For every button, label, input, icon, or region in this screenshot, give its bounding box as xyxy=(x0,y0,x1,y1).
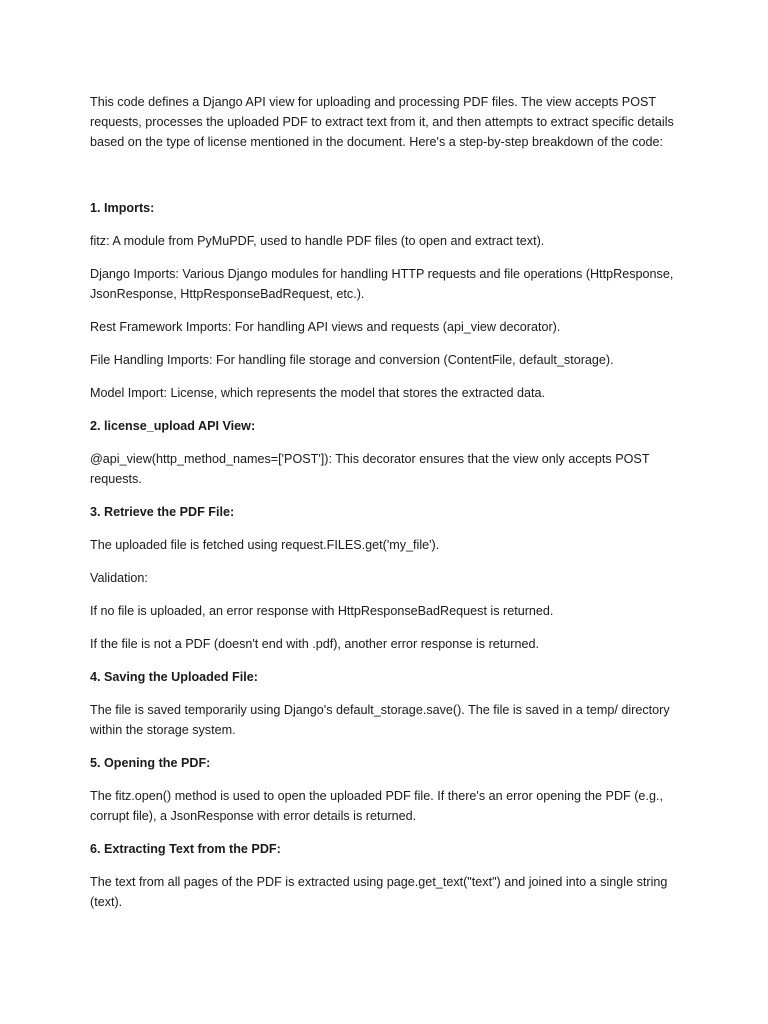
paragraph: If the file is not a PDF (doesn't end with .pdf), another error response is returned. xyxy=(90,637,540,651)
document-body xyxy=(90,92,682,925)
paragraph: @api_view(http_method_names=['POST']): This decorator ensures that the view only accepts POST requests. xyxy=(90,452,650,486)
paragraph: The file is saved temporarily using Django's default_storage.save(). The file is saved in a temp/ directory within the storage system. xyxy=(90,703,670,737)
section-heading-saving-file: 4. Saving the Uploaded File: xyxy=(90,670,258,684)
section-heading-opening-pdf: 5. Opening the PDF: xyxy=(90,756,211,770)
section-heading-imports: 1. Imports: xyxy=(90,201,155,215)
section-heading-api-view: 2. license_upload API View: xyxy=(90,419,256,433)
section-heading-retrieve-pdf: 3. Retrieve the PDF File: xyxy=(90,505,235,519)
paragraph: If no file is uploaded, an error response with HttpResponseBadRequest is returned. xyxy=(90,604,554,618)
paragraph: File Handling Imports: For handling file storage and conversion (ContentFile, default_storage). xyxy=(90,353,614,367)
section-heading-extracting-text: 6. Extracting Text from the PDF: xyxy=(90,842,281,856)
paragraph: The fitz.open() method is used to open the uploaded PDF file. If there's an error opening the PDF (e.g., corrupt file), a JsonResponse with error details is returned. xyxy=(90,789,663,823)
paragraph: Model Import: License, which represents the model that stores the extracted data. xyxy=(90,386,546,400)
intro-paragraph: This code defines a Django API view for uploading and processing PDF files. The view accepts POST requests, processes the uploaded PDF to extract text from it, and then attempts to extract specific details based on the type of license mentioned in the document. Here's a step-by-step breakdown of the code: xyxy=(90,95,674,149)
paragraph: fitz: A module from PyMuPDF, used to handle PDF files (to open and extract text). xyxy=(90,234,545,248)
paragraph: The uploaded file is fetched using request.FILES.get('my_file'). xyxy=(90,538,440,552)
paragraph: Validation: xyxy=(90,571,148,585)
paragraph: Django Imports: Various Django modules for handling HTTP requests and file operations (HttpResponse, JsonResponse, HttpResponseBadRequest, etc.). xyxy=(90,267,674,301)
paragraph: The text from all pages of the PDF is extracted using page.get_text("text") and joined into a single string (text). xyxy=(90,875,668,909)
paragraph: Rest Framework Imports: For handling API views and requests (api_view decorator). xyxy=(90,320,561,334)
